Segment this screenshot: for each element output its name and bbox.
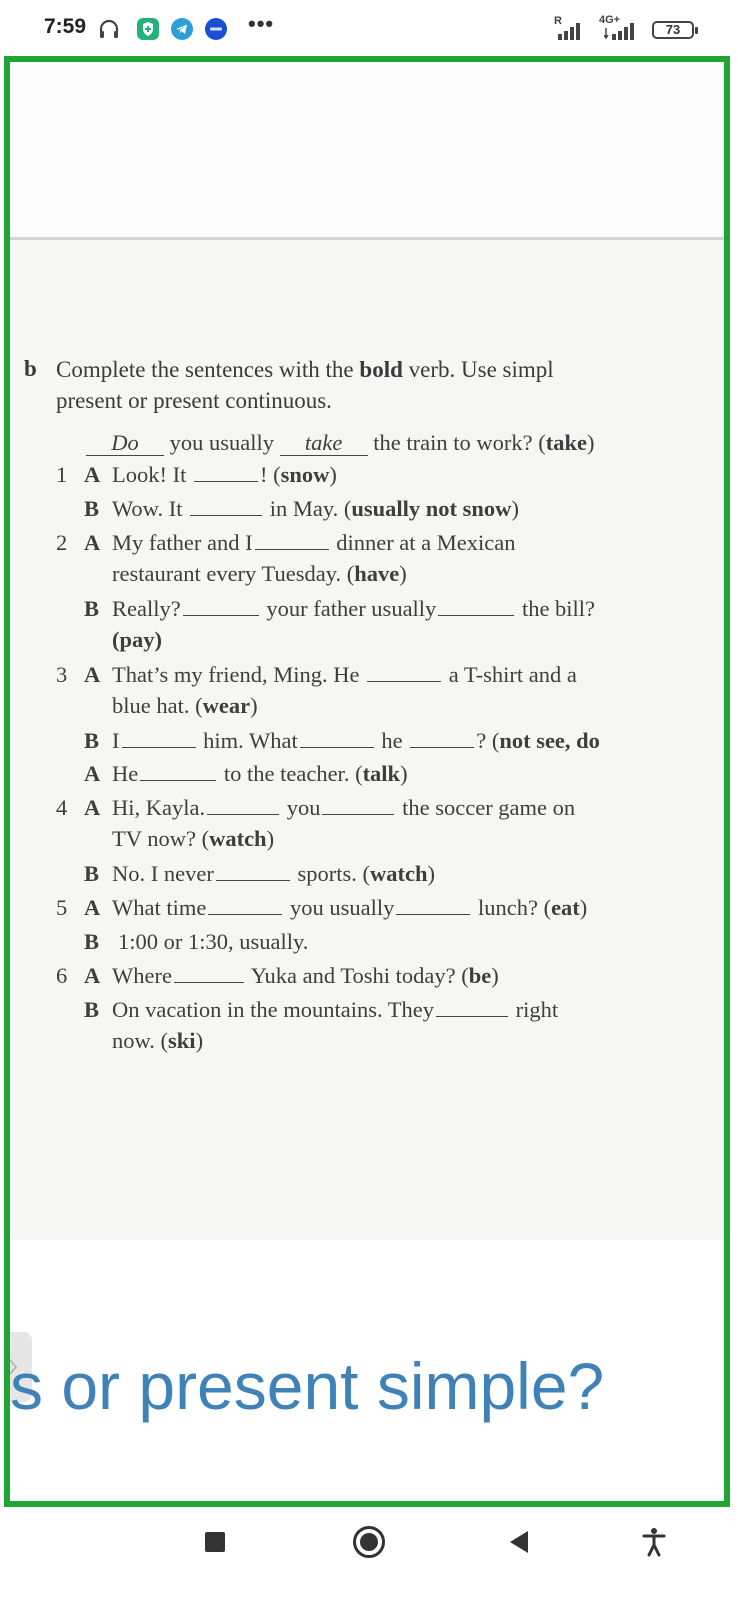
instruction-line-1: Complete the sentences with the bold verb. Use simpl [56,357,554,382]
item-5a: What time you usually lunch? (eat) [112,895,588,920]
answer-blank[interactable] [322,813,394,815]
answer-blank[interactable] [396,913,470,915]
item-3b: I him. What he ? (not see, do [112,728,600,753]
app-icon [204,17,228,46]
item-4a: Hi, Kayla. you the soccer game on [112,795,576,820]
answer-blank[interactable] [207,813,279,815]
item-number-6: 6 [56,963,68,988]
answer-blank[interactable] [122,746,196,748]
item-2a: My father and I dinner at a Mexican [112,530,516,555]
speaker-a: A [84,795,101,820]
item-2b-cont: (pay) [112,627,163,652]
example-line: Do you usually take the train to work? (take) [86,428,594,458]
item-number-2: 2 [56,530,68,555]
speaker-b: B [84,496,100,521]
speaker-a: A [84,761,101,786]
answer-blank[interactable] [190,514,262,516]
headphones-icon [98,18,120,45]
item-number-1: 1 [56,462,68,487]
answer-blank[interactable] [300,746,374,748]
item-number-4: 4 [56,795,68,820]
instruction-line-2: present or present continuous. [56,388,332,413]
signal-4g-icon [604,22,638,45]
item-6b: On vacation in the mountains. They right [112,997,559,1022]
answer-blank[interactable] [367,680,441,682]
item-3c: He to the teacher. (talk) [112,761,408,786]
clock: 7:59 [44,15,87,38]
answer-blank[interactable] [174,981,244,983]
speaker-b: B [84,861,100,886]
item-6b-cont: now. (ski) [112,1028,204,1053]
status-bar [0,0,738,56]
navigation-bar [0,1507,738,1599]
answer-blank[interactable] [255,548,329,550]
answer-blank[interactable] [436,1015,508,1017]
item-number-5: 5 [56,895,68,920]
item-5b: 1:00 or 1:30, usually. [118,929,309,954]
image-frame [4,56,730,1507]
top-blank-area [10,62,724,237]
speaker-a: A [84,462,101,487]
answer-blank[interactable] [183,614,259,616]
item-6a: Where Yuka and Toshi today? (be) [112,963,499,988]
answer-blank[interactable] [410,746,474,748]
answer-blank[interactable] [140,779,216,781]
example-answer-2: take [280,431,368,456]
answer-blank[interactable] [208,913,282,915]
home-circle-icon[interactable] [352,1525,386,1564]
item-number-3: 3 [56,662,68,687]
speaker-b: B [84,728,100,753]
item-1a: Look! It ! (snow) [112,462,337,487]
exercise-letter: b [24,356,37,381]
answer-blank[interactable] [216,879,290,881]
speaker-b: B [84,929,100,954]
speaker-a: A [84,530,101,555]
example-answer-1: Do [86,431,164,456]
textbook-page [10,240,724,1240]
speaker-b: B [84,997,100,1022]
speaker-a: A [84,662,101,687]
item-2b: Really? your father usually the bill? [112,596,596,621]
item-4a-cont: TV now? (watch) [112,826,275,851]
answer-blank[interactable] [438,614,514,616]
back-triangle-icon[interactable] [508,1530,530,1559]
signal-icon [558,22,584,45]
section-heading: s or present simple? [10,1349,605,1423]
battery-indicator: 73 [652,21,694,39]
speaker-a: A [84,895,101,920]
item-3a: That’s my friend, Ming. He a T-shirt and a [112,662,577,687]
signal2-label: 4G+ [599,14,621,26]
item-1b: Wow. It in May. (usually not snow) [112,496,519,521]
shield-app-icon [136,17,160,46]
speaker-b: B [84,596,100,621]
item-4b: No. I never sports. (watch) [112,861,435,886]
item-2a-cont: restaurant every Tuesday. (have) [112,561,407,586]
answer-blank[interactable] [194,480,258,482]
item-3a-cont: blue hat. (wear) [112,693,258,718]
recents-square-icon[interactable] [204,1531,226,1558]
signal1-label: R [554,15,562,27]
more-notifications-icon: ••• [248,11,275,36]
telegram-icon [170,17,194,46]
accessibility-icon[interactable] [642,1527,666,1562]
speaker-a: A [84,963,101,988]
